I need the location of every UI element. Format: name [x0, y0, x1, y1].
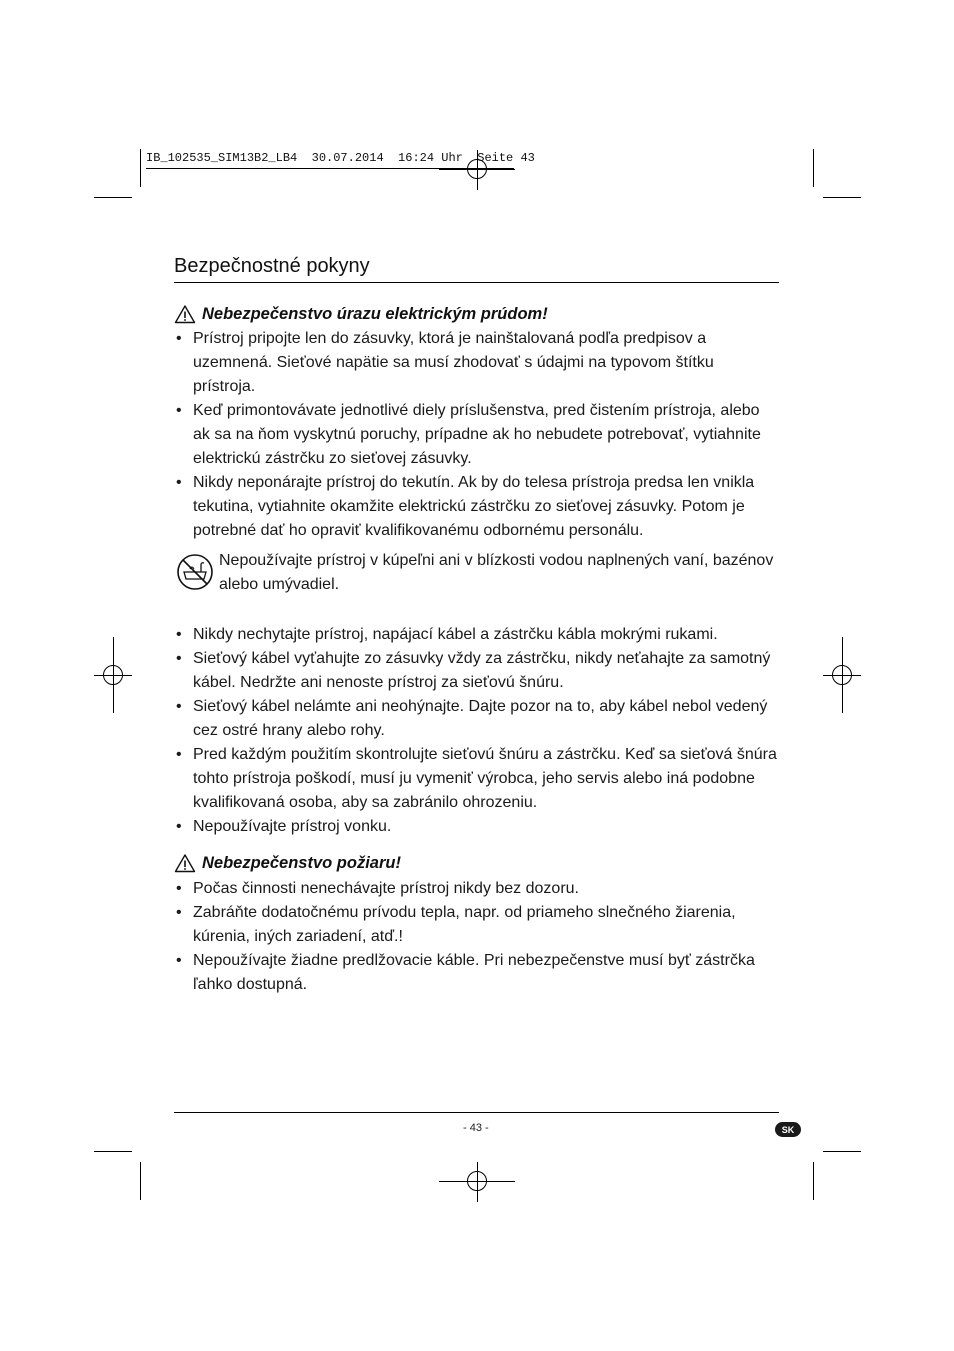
warning-triangle-icon	[174, 853, 196, 873]
electric-heading-text: Nebezpečenstvo úrazu elektrickým prúdom!	[202, 304, 548, 323]
crop-mark	[813, 1162, 814, 1200]
list-item: • Nepoužívajte prístroj vonku.	[174, 815, 779, 839]
print-slug: IB_102535_SIM13B2_LB4 30.07.2014 16:24 Uhr Seite 43	[146, 151, 535, 165]
footer-rule	[174, 1112, 779, 1113]
cable-list	[174, 623, 779, 839]
list-item: • Počas činnosti nenechávajte prístroj nikdy bez dozoru.	[174, 877, 779, 901]
list-item: • Nikdy neponárajte prístroj do tekutín. Ak by do telesa prístroja predsa len vnikla tekutina, vytiahnite okamžite elektrickú zástrčku zo sieťovej zásuvky. Potom je potrebné dať ho opraviť kvalifikovanému odbornému personálu.	[174, 471, 779, 543]
page-number: - 43 -	[463, 1122, 489, 1134]
list-item: • Nikdy nechytajte prístroj, napájací kábel a zástrčku kábla mokrými rukami.	[174, 623, 779, 647]
crop-mark	[140, 149, 141, 187]
list-item: • Sieťový kábel nelámte ani neohýnajte. Dajte pozor na to, aby kábel nebol vedený cez ostré hrany alebo rohy.	[174, 695, 779, 743]
list-item: • Keď primontovávate jednotlivé diely príslušenstva, pred čistením prístroja, alebo ak sa na ňom vyskytnú poruchy, prípadne ak ho nebudete potrebovať, vytiahnite elektrickú zástrčku zo sieťovej zásuvky.	[174, 399, 779, 471]
fire-heading-text: Nebezpečenstvo požiaru!	[202, 853, 401, 872]
registration-mark-icon	[439, 1162, 515, 1202]
no-bath-icon	[176, 553, 214, 591]
list-item: • Pred každým použitím skontrolujte sieťovú šnúru a zástrčku. Keď sa sieťová šnúra tohto prístroja poškodí, musí ju vymeniť výrobca, jeho servis alebo iná podobne kvalifikovaná osoba, aby sa zabránilo ohrozeniu.	[174, 743, 779, 815]
electric-list	[174, 327, 779, 543]
fire-list	[174, 877, 779, 997]
fire-heading	[174, 853, 401, 873]
electric-heading	[174, 304, 548, 324]
registration-mark-icon	[94, 637, 132, 713]
crop-mark	[94, 197, 132, 198]
language-badge: SK	[775, 1122, 801, 1137]
list-item: • Zabráňte dodatočnému prívodu tepla, napr. od priameho slnečného žiarenia, kúrenia, iných zariadení, atď.!	[174, 901, 779, 949]
warning-triangle-icon	[174, 304, 196, 324]
bath-note: Nepoužívajte prístroj v kúpeľni ani v blízkosti vodou naplnených vaní, bazénov alebo umývadiel.	[219, 552, 774, 593]
crop-mark	[140, 1162, 141, 1200]
crop-mark	[813, 149, 814, 187]
crop-mark	[94, 1151, 132, 1152]
list-item: • Prístroj pripojte len do zásuvky, ktorá je nainštalovaná podľa predpisov a uzemnená. Sieťové napätie sa musí zhodovať s údajmi na typovom štítku prístroja.	[174, 327, 779, 399]
registration-mark-icon	[823, 637, 861, 713]
title-rule	[174, 282, 779, 283]
list-item: • Sieťový kábel vyťahujte zo zásuvky vždy za zástrčku, nikdy neťahajte za samotný kábel. Nedržte ani nenoste prístroj za sieťovú šnúru.	[174, 647, 779, 695]
crop-mark	[823, 197, 861, 198]
page-title: Bezpečnostné pokyny	[174, 255, 370, 277]
slug-underline	[146, 168, 514, 169]
crop-mark	[823, 1151, 861, 1152]
list-item: • Nepoužívajte žiadne predlžovacie káble. Pri nebezpečenstve musí byť zástrčka ľahko dostupná.	[174, 949, 779, 997]
